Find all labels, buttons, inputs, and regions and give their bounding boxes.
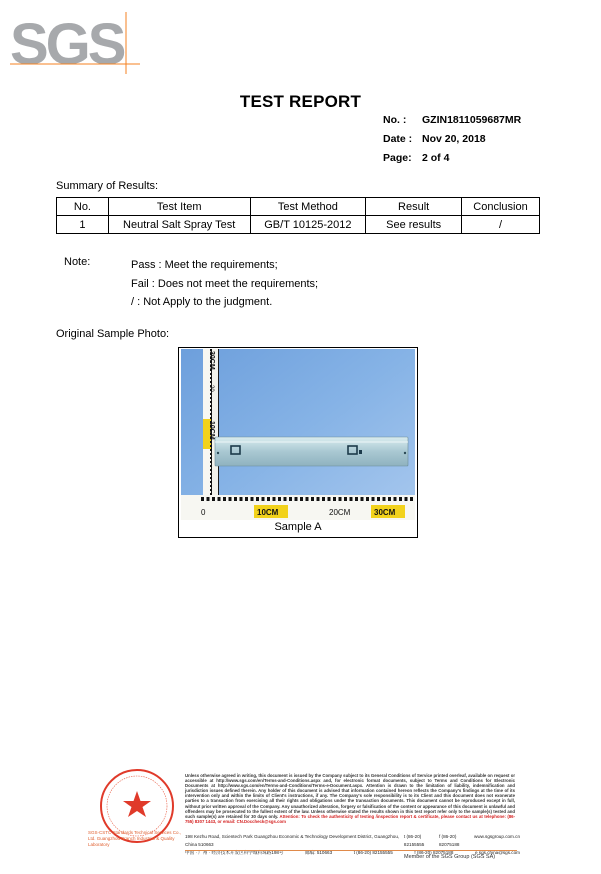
ruler-h-10-label: 10CM <box>257 508 279 517</box>
address-en-tel: t (86-20) 82155555 <box>403 834 425 847</box>
cell-test-method: GB/T 10125-2012 <box>250 216 366 234</box>
sgs-logo-text: SGS <box>10 12 124 74</box>
ruler-v-10-label: 10CM <box>208 421 215 440</box>
ruler-v-20-label: 20 <box>208 385 214 392</box>
report-page-value: 2 of 4 <box>422 152 450 164</box>
header-test-method: Test Method <box>250 198 366 216</box>
cell-result: See results <box>366 216 462 234</box>
report-date-value: Nov 20, 2018 <box>422 133 486 145</box>
report-page-label: Page: <box>383 152 412 164</box>
note-fail: Fail : Does not meet the requirements; <box>131 277 319 290</box>
address-cn-zip: 邮编: 510663 <box>305 850 333 855</box>
address-en-web: www.sgsgroup.com.cn <box>474 834 521 839</box>
report-no-label: No. : <box>383 114 407 126</box>
report-title: TEST REPORT <box>239 92 362 111</box>
ruler-h-30-label: 30CM <box>374 508 396 517</box>
header-conclusion: Conclusion <box>462 198 540 216</box>
authenticity-alert: Attention: To check the authenticity of testing /inspection report & certificate, please contact us at telephone: (86-755) 8307 1443, or email: CN.Doccheck@sgs.com <box>185 813 515 824</box>
ruler-h-0-label: 0 <box>201 508 206 517</box>
summary-title: Summary of Results: <box>56 180 159 192</box>
note-pass: Pass : Meet the requirements; <box>131 259 278 271</box>
sgs-logo <box>10 12 140 74</box>
results-table <box>56 197 540 234</box>
footer-divider <box>185 850 517 851</box>
address-cn: 中国 · 广州 · 经济技术开发区科学城科珠路198号 <box>185 850 284 855</box>
report-no-value: GZIN1811059687MR <box>422 114 522 126</box>
address-cn-fax: f (86-20) 82075188 <box>414 850 454 855</box>
vertical-ruler <box>203 349 219 499</box>
address-en: 198 Kezhu Road, Scientech Park Guangzhou Economic & Technology Development District, Guangzhou, China 510663 <box>185 834 400 847</box>
cell-conclusion: / <box>462 216 540 234</box>
ruler-h-20-label: 20CM <box>329 508 351 517</box>
photo-title: Original Sample Photo: <box>56 328 170 340</box>
cell-test-item: Neutral Salt Spray Test <box>108 216 250 234</box>
sample-photo-frame <box>178 347 418 538</box>
sample-photo <box>181 349 415 520</box>
address-cn-mail: e sgs.china@sgs.com <box>474 850 520 855</box>
legal-disclaimer <box>185 773 515 824</box>
header-result: Result <box>366 198 462 216</box>
note-na: / : Not Apply to the judgment. <box>131 296 273 308</box>
sample-bar <box>215 437 408 466</box>
ruler-v-30-label: 30CM <box>208 351 215 370</box>
horizontal-ruler <box>181 495 415 520</box>
report-meta <box>383 111 521 168</box>
disclaimer-text: Unless otherwise agreed in writing, this document is issued by the Company subject to its General Conditions of Service printed overleaf, available on request or accessible at http://www.sgs.com/en/Terms-and-Conditions.aspx and, for electronic format documents, subject to Terms and Conditions for Electronic Documents at http://www.sgs.com/en/Terms-and-Conditions/Terms-e-Document.aspx. Attention is drawn to the limitation of liability, indemnification and jurisdiction issues defined therein. Any holder of this document is advised that information contained hereon reflects the Company's findings at the time of its intervention only and within the limits of Client's instructions, if any. The Company's sole responsibility is to its Client and this document does not exonerate parties to a transaction from exercising all their rights and obligations under the transaction documents. This document cannot be reproduced except in full, without prior written approval of the Company. Any unauthorized alteration, forgery or falsification of the content or appearance of this document is unlawful and offenders may be prosecuted to the fullest extent of the law. Unless otherwise stated the results shown in this test report refer only to the sample(s) tested and such sample(s) are retained for 30 days only. <box>185 773 515 819</box>
results-header-row <box>57 198 540 216</box>
note-list <box>131 256 318 312</box>
member-line: Member of the SGS Group (SGS SA) <box>404 854 496 860</box>
report-date-label: Date : <box>383 133 413 145</box>
address-en-fax: f (86-20) 82075188 <box>438 834 460 847</box>
cell-no: 1 <box>57 216 109 234</box>
address-cn-tel: t (86-20) 82155555 <box>353 850 393 855</box>
sample-caption: Sample A <box>274 521 322 533</box>
header-test-item: Test Item <box>108 198 250 216</box>
seal-caption: SGS-CSTC Standards Technical Services Co., Ltd. Guangzhou Branch Industrial & Quality Laboratory <box>88 830 181 847</box>
table-row <box>57 216 540 234</box>
note-label: Note: <box>64 256 91 268</box>
header-no: No. <box>57 198 109 216</box>
